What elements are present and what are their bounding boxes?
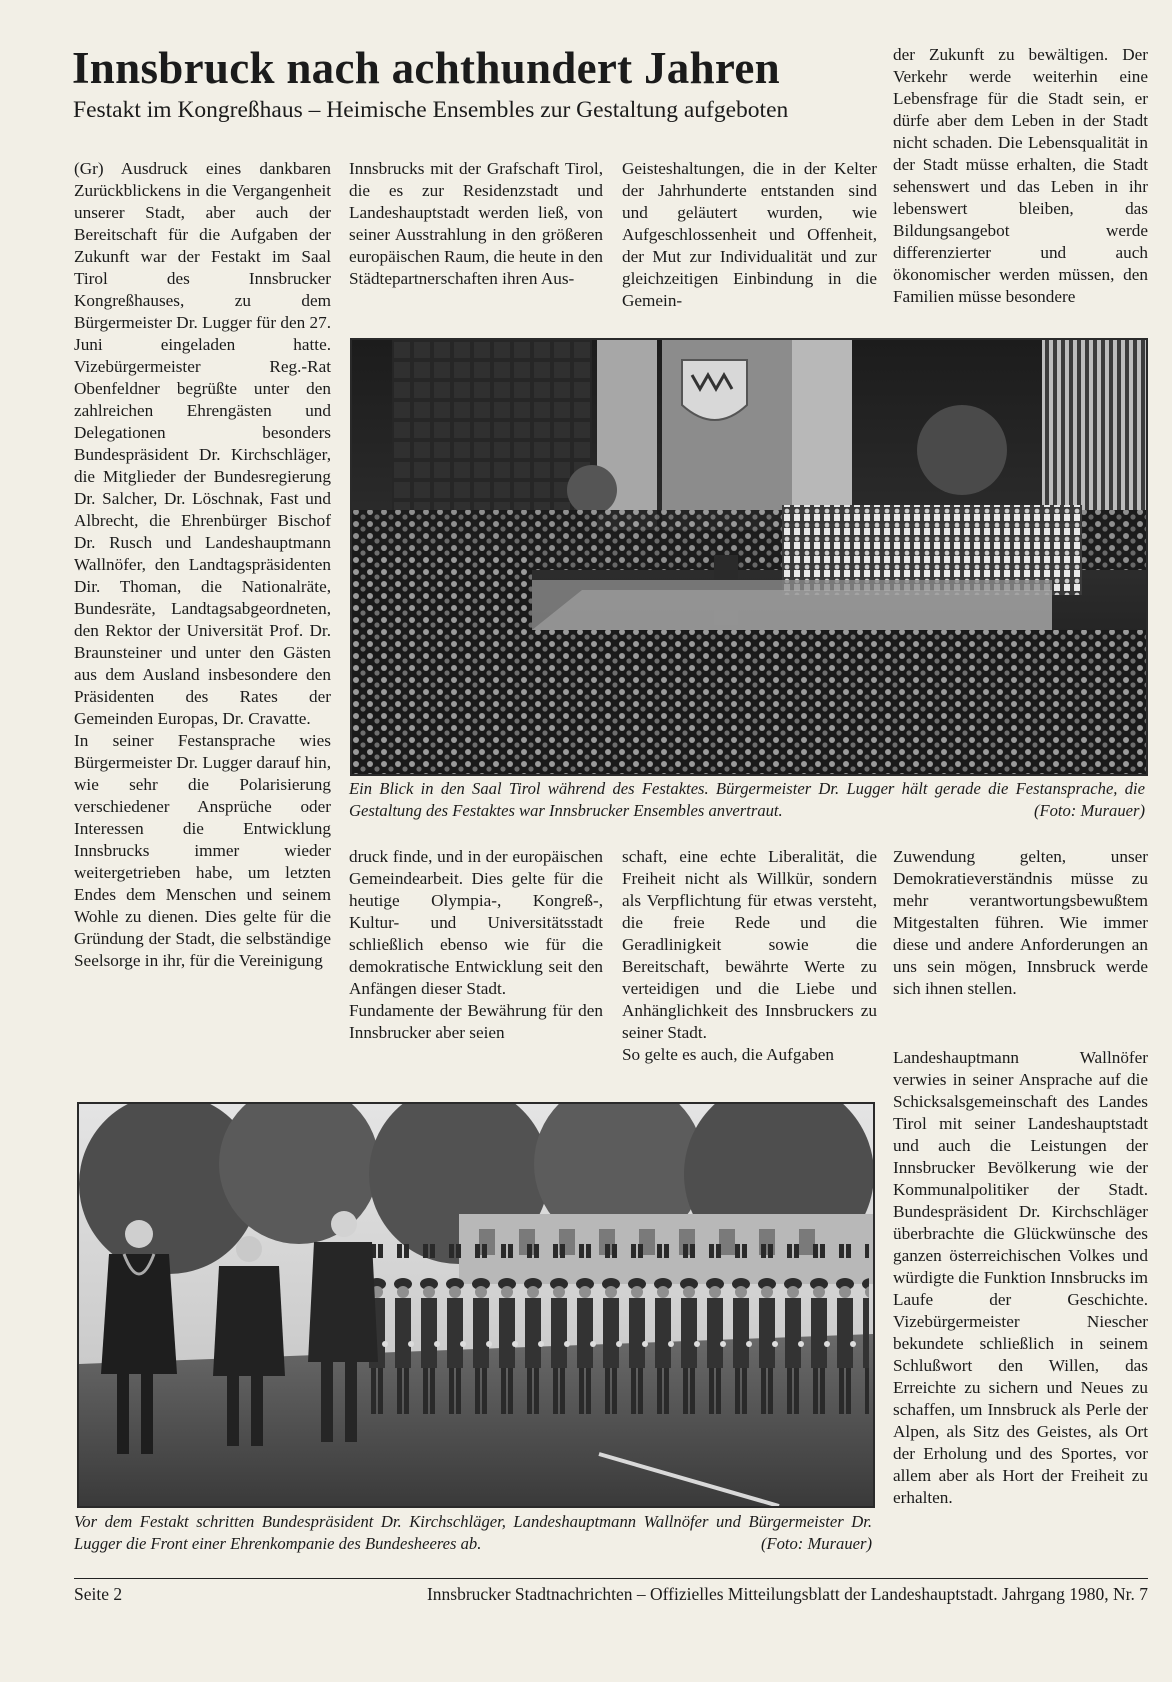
photo2-credit: (Foto: Murauer) <box>760 1534 872 1553</box>
photo1-credit: (Foto: Murauer) <box>1033 801 1145 820</box>
festakt-hall-image <box>352 340 1146 774</box>
photo2-caption <box>74 1511 872 1555</box>
footer-rule <box>74 1578 1148 1579</box>
column-2-top <box>349 158 603 290</box>
festakt-hall-photo <box>350 338 1148 776</box>
column-3-top-text: Geisteshaltungen, die in der Kelter der Jahrhunderte entstanden sind und geläutert wurden, wie Aufgeschlossenheit und Offenheit, der Mut zur Individualität und zur gleichzeitigen Einbindung in die Gemein- <box>622 159 877 310</box>
column-2-top-text: Innsbrucks mit der Grafschaft Tirol, die es zur Residenzstadt und Landeshauptstadt werden ließ, von seiner Ausstrahlung in den größeren europäischen Raum, die heute in den Städtepartnerschaften ihren Aus- <box>349 159 603 288</box>
column-3-top <box>622 158 877 312</box>
column-3-bottom-text-b: So gelte es auch, die Aufgaben <box>622 1045 834 1064</box>
subheadline: Festakt im Kongreßhaus – Heimische Ensembles zur Gestaltung aufgeboten <box>73 97 789 123</box>
column-4-middle-text: Zuwendung gelten, unser Demokratieverständnis müsse zu mehr verantwortungsbewußtem Mitgestalten führen. Wie immer diese und andere Anforderungen an uns sein mögen, Innsbruck werde sich ihnen stellen. <box>893 847 1148 998</box>
column-2-bottom-text-a: druck finde, und in der europäischen Gemeindearbeit. Dies gelte für die heutige Olympia-, Kongreß-, Kultur- und Universitätsstadt schließlich ebenso wie für die demokratische Entwicklung seit den Anfängen dieser Stadt. <box>349 847 603 998</box>
page-number: Seite 2 <box>74 1584 123 1604</box>
photo1-caption-text: Ein Blick in den Saal Tirol während des Festaktes. Bürgermeister Dr. Lugger hält gerade die Festansprache, die Gestaltung des Festaktes war Innsbrucker Ensembles anvertraut. <box>349 779 1145 820</box>
photo2-caption-text: Vor dem Festakt schritten Bundespräsident Dr. Kirchschläger, Landeshauptmann Wallnöfer und Bürgermeister Dr. Lugger die Front einer Ehrenkompanie des Bundesheeres ab. <box>74 1512 872 1553</box>
column-1 <box>74 158 331 972</box>
column-3-bottom-text-a: schaft, eine echte Liberalität, die Freiheit nicht als Willkür, sondern als Verpflichtung für etwas versteht, die freie Rede und die Geradlinigkeit sowie die Bereitschaft, bewährte Werte zu verteidigen und die Liebe und Anhänglichkeit des Innsbruckers zu seiner Stadt. <box>622 847 877 1042</box>
column-4-middle <box>893 846 1148 1000</box>
column-1-top-text: (Gr) Ausdruck eines dankbaren Zurückblickens in die Vergangenheit unserer Stadt, aber auch der Bereitschaft für die Aufgaben der Zukunft war der Festakt im Saal Tirol des Innsbrucker Kongreßhauses, zu dem Bürgermeister Dr. Lugger für den 27. Juni eingeladen hatte. Vizebürgermeister Reg.-Rat Obenfeldner begrüßte unter den zahlreichen Ehrengästen und Delegationen besonders Bundespräsident Dr. Kirchschläger, die Mitglieder der Bundesregierung Dr. Salcher, Dr. Löschnak, Fast und Albrecht, die Ehrenbürger Bischof Dr. Rusch und Landeshauptmann Wallnöfer, den Landtagspräsidenten Dir. Thoman, die Nationalräte, Bundesräte, Landtagsabgeordneten, den Rektor der Universität Prof. Dr. Braunsteiner und unter den Gästen aus dem Ausland insbesondere den Präsidenten des Rates der Gemeinden Europas, Dr. Cravatte. <box>74 159 331 728</box>
column-2-bottom <box>349 846 603 1044</box>
column-3-bottom <box>622 846 877 1066</box>
photo1-caption <box>349 778 1145 822</box>
honor-guard-image <box>79 1104 873 1506</box>
column-4-bottom-text: Landeshauptmann Wallnöfer verwies in seiner Ansprache auf die Schicksalsgemeinschaft des Landes Tirol mit seiner Landeshauptstadt und auch die Leistungen der Innsbrucker Bevölkerung wie der Kommunalpolitiker der Stadt. Bundespräsident Dr. Kirchschläger überbrachte die Glückwünsche des ganzen österreichischen Volkes und würdigte die Funktion Innsbrucks im Laufe der Geschichte. Vizebürgermeister Niescher bekundete schließlich in seinem Schlußwort den Willen, das Erreichte zu sichern und Neues zu schaffen, um Innsbruck als Perle der Alpen, als Sitz des Geistes, als Ort der Erholung und des Sportes, vor allem aber als Hort der Freiheit zu erhalten. <box>893 1048 1148 1507</box>
column-4-top-text: der Zukunft zu bewältigen. Der Verkehr werde weiterhin eine Lebensfrage für die Stadt sein, er dürfe aber dem Leben in der Stadt nicht schaden. Die Lebensqualität in der Stadt müsse erhalten, die Stadt sehenswert und das Leben in ihr lebenswert bleiben, das Bildungsangebot werde differenzierter und auch ökonomischer werden müssen, den Familien müsse besondere <box>893 45 1148 306</box>
column-1-bottom-text: In seiner Festansprache wies Bürgermeister Dr. Lugger darauf hin, wie sehr die Polarisierung verschiedener Ansprüche oder Interessen die Entwicklung Innsbrucks immer wieder weitergetrieben habe, um letzten Endes dem Menschen und seinem Wohle zu dienen. Dies gelte für die Gründung der Stadt, die selbständige Seelsorge in ihr, für die Vereinigung <box>74 731 331 970</box>
column-4-top <box>893 44 1148 308</box>
publication-line: Innsbrucker Stadtnachrichten – Offizielles Mitteilungsblatt der Landeshauptstadt. Jahrgang 1980, Nr. 7 <box>426 1584 1148 1604</box>
headline: Innsbruck nach achthundert Jahren <box>72 43 780 93</box>
column-4-bottom <box>893 1047 1148 1509</box>
honor-guard-photo <box>77 1102 875 1508</box>
column-2-bottom-text-b: Fundamente der Bewährung für den Innsbrucker aber seien <box>349 1001 603 1042</box>
